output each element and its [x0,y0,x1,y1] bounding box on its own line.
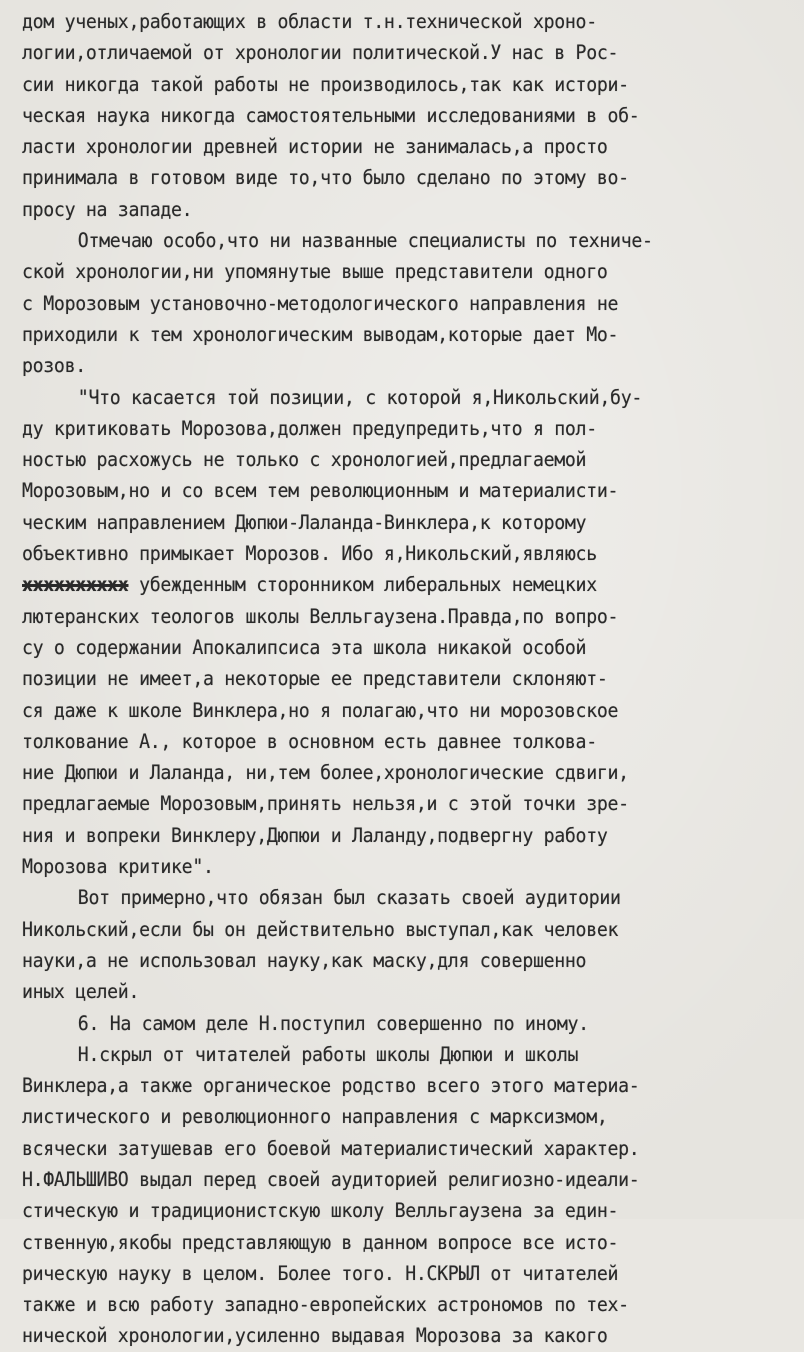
text-line-7: просу на западе. [22,197,193,221]
struck-out-text: xxxxxxxxxx [22,573,129,597]
text-line-43: нической хронологии,усиленно выдавая Морозова за какого [22,1324,608,1348]
text-line-34: Н.скрыл от читателей работы школы Дюпюи и школы [77,1042,579,1066]
text-line-40: ственную,якобы представляющую в данном вопросе все исто- [22,1230,619,1254]
text-line-31: науки,а не использовал науку,как маску,для совершенно [22,948,587,972]
text-line-17: ческим направлением Дюпюи-Лаланда-Винклера,к которому [22,510,587,534]
text-line-5: ласти хронологии древней истории не занималась,а просто [22,135,608,159]
text-line-30: Никольский,если бы он действительно выступал,как человек [22,917,619,941]
text-line-33: 6. На самом деле Н.поступил совершенно по иному. [77,1011,589,1035]
text-line-35: Винклера,а также органическое родство всего этого материа- [22,1074,640,1098]
text-line-23: ся даже к школе Винклера,но я полагаю,что ни морозовское [22,698,619,722]
text-line-1: дом ученых,работающих в области т.н.технической хроно- [22,10,597,33]
text-line-38: Н.ФАЛЬШИВО выдал перед своей аудиторией религиозно-идеали- [22,1167,640,1191]
text-line-9: ской хронологии,ни упомянутые выше представители одного [22,260,608,284]
text-line-36: листического и революционного направления с марксизмом, [22,1105,608,1129]
text-line-8: Отмечаю особо,что ни названные специалисты по техниче- [77,229,653,253]
text-line-37: всячески затушевав его боевой материалистический характер. [22,1136,640,1160]
text-line-19 [22,569,736,600]
text-line-19-rest: убежденным сторонником либеральных немецких [139,573,597,597]
text-line-25: ние Дюпюи и Лаланда, ни,тем более,хронологические сдвиги, [22,761,629,785]
text-line-39: стическую и традиционистскую школу Велльгаузена за един- [22,1199,619,1223]
text-line-29: Вот примерно,что обязан был сказать своей аудитории [77,886,621,910]
text-line-3: сии никогда такой работы не производилось,так как истори- [22,72,629,96]
text-line-20: лютеранских теологов школы Велльгаузена.Правда,по вопро- [22,604,619,628]
text-line-4: ческая наука никогда самостоятельными исследованиями в об- [22,103,640,127]
text-line-28: Морозова критике". [22,855,214,879]
text-line-11: приходили к тем хронологическим выводам,которые дает Мо- [22,322,619,346]
text-line-24: толкование А., которое в основном есть давнее толкова- [22,729,597,753]
text-line-21: су о содержании Апокалипсиса эта школа никакой особой [22,635,587,659]
text-line-16: Морозовым,но и со всем тем революционным и материалисти- [22,479,619,503]
text-line-15: ностью расхожусь не только с хронологией,предлагаемой [22,448,587,472]
text-line-22: позиции не имеет,а некоторые ее представители склоняют- [22,667,608,691]
text-line-32: иных целей. [22,980,140,1004]
text-line-18: объективно примыкает Морозов. Ибо я,Никольский,являюсь [22,542,597,566]
text-line-27: ния и вопреки Винклеру,Дюпюи и Лаланду,подвергну работу [22,823,608,847]
text-line-2: логии,отличаемой от хронологии политической.У нас в Рос- [22,41,619,65]
text-line-41: рическую науку в целом. Более того. Н.СКРЫЛ от читателей [22,1261,619,1285]
text-line-26: предлагаемые Морозовым,принять нельзя,и с этой точки зре- [22,792,629,816]
text-line-6: принимала в готовом виде то,что было сделано по этому во- [22,166,629,190]
text-line-13: "Что касается той позиции, с которой я,Никольский,бу- [77,385,643,409]
text-line-12: розов. [22,354,86,378]
text-line-10: с Морозовым установочно-методологического направления не [22,291,619,315]
text-line-42: также и всю работу западно-европейских астрономов по тех- [22,1293,629,1317]
text-line-14: ду критиковать Морозова,должен предупредить,что я пол- [22,416,597,440]
